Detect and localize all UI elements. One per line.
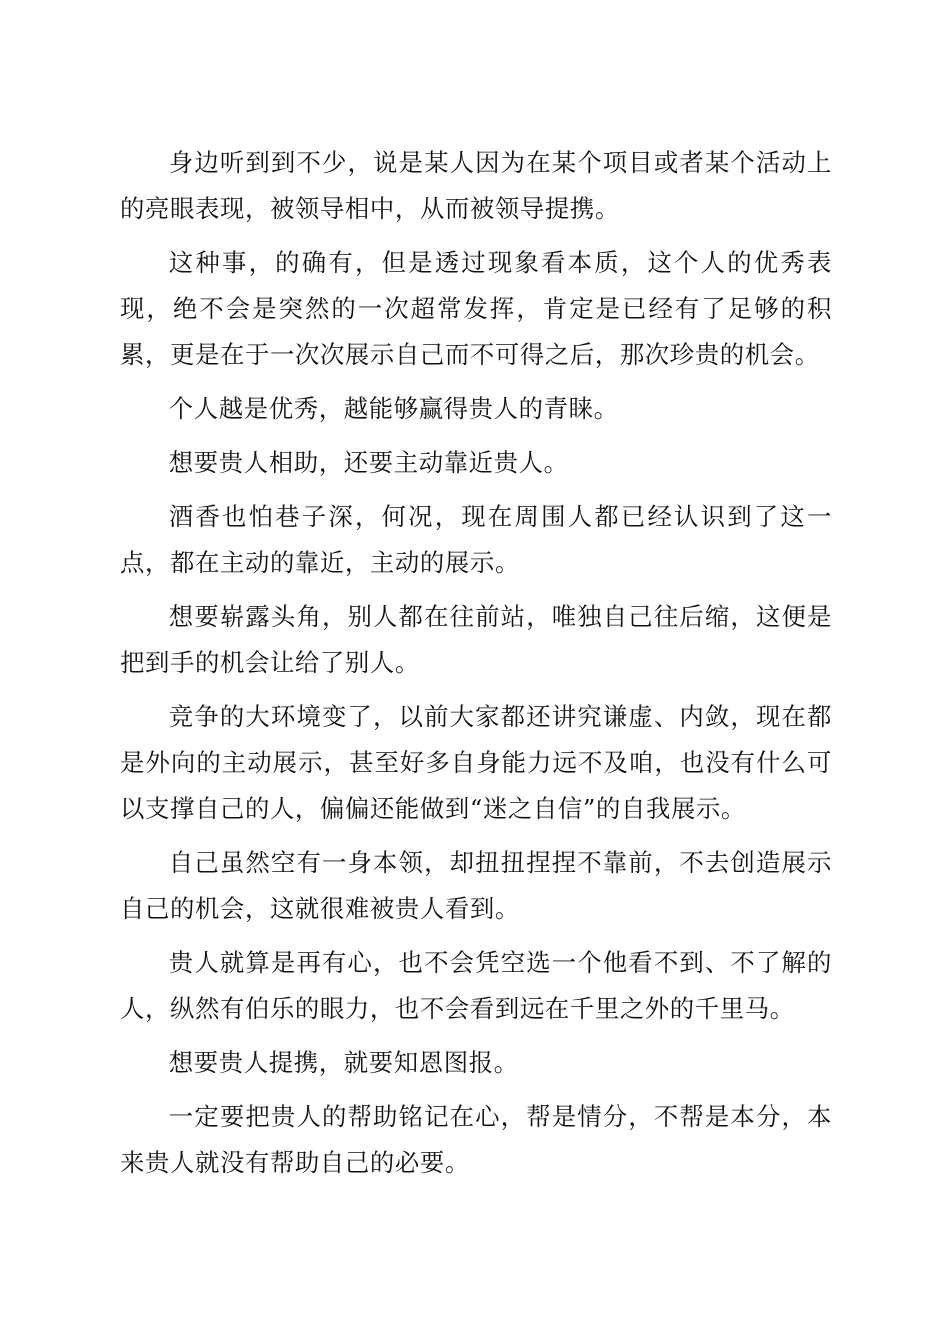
paragraph: 一定要把贵人的帮助铭记在心，帮是情分，不帮是本分，本来贵人就没有帮助自己的必要。 — [120, 1102, 832, 1177]
paragraph: 想要崭露头角，别人都在往前站，唯独自己往后缩，这便是把到手的机会让给了别人。 — [120, 602, 832, 677]
paragraph: 想要贵人相助，还要主动靠近贵人。 — [168, 448, 569, 477]
paragraph: 个人越是优秀，越能够赢得贵人的青睐。 — [168, 394, 619, 423]
paragraph: 竞争的大环境变了，以前大家都还讲究谦虚、内敛，现在都是外向的主动展示，甚至好多自身能力远不及咱，也没有什么可以支撑自己的人，偏偏还能做到“迷之自信”的自我展示。 — [120, 702, 832, 823]
paragraph: 想要贵人提携，就要知恩图报。 — [168, 1048, 519, 1077]
document-body — [120, 140, 832, 1194]
paragraph: 这种事，的确有，但是透过现象看本质，这个人的优秀表现，绝不会是突然的一次超常发挥，肯定是已经有了足够的积累，更是在于一次次展示自己而不可得之后，那次珍贵的机会。 — [120, 248, 832, 369]
paragraph: 酒香也怕巷子深，何况，现在周围人都已经认识到了这一点，都在主动的靠近，主动的展示。 — [120, 502, 832, 577]
paragraph: 身边听到到不少，说是某人因为在某个项目或者某个活动上的亮眼表现，被领导相中，从而被领导提携。 — [120, 148, 832, 223]
paragraph: 自己虽然空有一身本领，却扭扭捏捏不靠前，不去创造展示自己的机会，这就很难被贵人看到。 — [120, 848, 832, 923]
paragraph: 贵人就算是再有心，也不会凭空选一个他看不到、不了解的人，纵然有伯乐的眼力，也不会看到远在千里之外的千里马。 — [120, 948, 832, 1023]
